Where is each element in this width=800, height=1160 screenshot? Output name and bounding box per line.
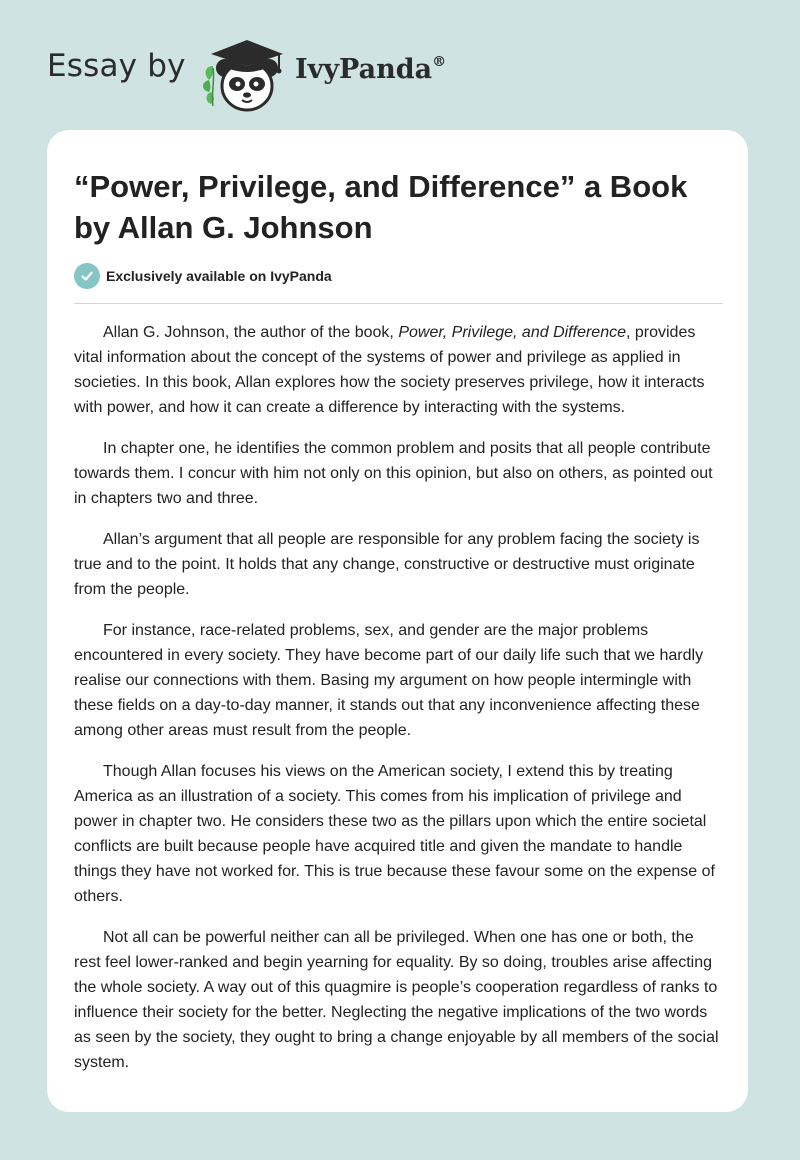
essay-title: “Power, Privilege, and Difference” a Book by Allan G. Johnson	[74, 169, 688, 245]
panda-logo-icon[interactable]	[199, 32, 291, 114]
paragraph-1: Allan G. Johnson, the author of the book, Power, Privilege, and Difference, provides vital information about the concept of the systems of power and privilege as applied in societies. In this book, Allan explores how the society preserves privilege, how it interacts with power, and how it can create a difference by interacting with the systems.	[74, 324, 705, 416]
exclusive-badge	[74, 263, 332, 289]
essay-by-label: Essay by	[47, 48, 186, 84]
book-title-italic: Power, Privilege, and Difference	[398, 324, 626, 341]
paragraph-5: Though Allan focuses his views on the American society, I extend this by treating America as an illustration of a society. This comes from his implication of privilege and power in chapter two. He considers these two as the pillars upon which the entire societal conflicts are built because people have acquired title and given the mandate to handle things they have not worked for. This is true because these favour some on the expense of others.	[74, 763, 715, 905]
paragraph-2: In chapter one, he identifies the common problem and posits that all people contribute towards them. I concur with him not only on this opinion, but also on others, as pointed out in chapters two and three.	[74, 440, 713, 507]
brand-name[interactable]: IvyPanda®	[295, 54, 447, 85]
exclusive-label: Exclusively available on IvyPanda	[106, 268, 332, 284]
paragraph-4: For instance, race-related problems, sex, and gender are the major problems encountered in every society. They have become part of our daily life such that we hardly realise our connections with them. Basing my argument on how people intermingle with these fields on a day-to-day manner, it stands out that any inconvenience affecting these among other areas must result from the people.	[74, 622, 704, 739]
essay-body	[74, 320, 724, 1091]
divider	[74, 303, 723, 304]
check-circle-icon	[74, 263, 100, 289]
paragraph-6: Not all can be powerful neither can all be privileged. When one has one or both, the rest feel lower-ranked and begin yearning for equality. By so doing, troubles arise affecting the whole society. A way out of this quagmire is people’s cooperation regardless of ranks to influence their society for the better. Neglecting the negative implications of the two words as seen by the society, they ought to bring a change enjoyable by all members of the social system.	[74, 929, 719, 1071]
registered-mark: ®	[432, 54, 447, 70]
essay-card	[47, 130, 748, 1112]
site-header	[47, 32, 547, 112]
paragraph-3: Allan’s argument that all people are responsible for any problem facing the society is true and to the point. It holds that any change, constructive or destructive must originate from the people.	[74, 531, 700, 598]
